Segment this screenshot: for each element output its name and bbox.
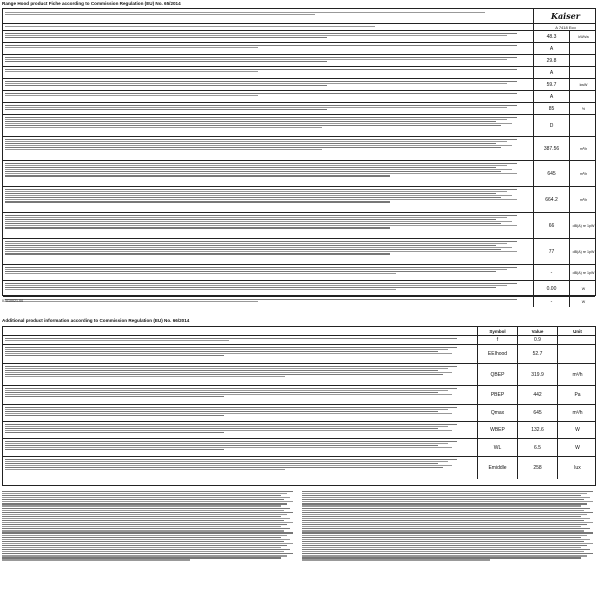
header-unit: Unit xyxy=(557,327,597,335)
fiche-value: 59.7 xyxy=(533,79,569,90)
fiche-row xyxy=(3,186,595,212)
additional-row xyxy=(3,344,595,363)
fiche-value: 645 xyxy=(533,161,569,186)
fiche-value: 66 xyxy=(533,213,569,238)
fiche-unit xyxy=(569,91,597,102)
brand-logo: Kaiser xyxy=(551,11,580,21)
fiche-value: 29.8 xyxy=(533,55,569,66)
symbol-cell: Qmax xyxy=(477,405,517,421)
fiche-row xyxy=(3,280,595,296)
fiche-unit: m³/h xyxy=(569,137,597,160)
value-cell: 52.7 xyxy=(517,345,557,363)
unit-cell: lux xyxy=(557,457,597,479)
additional-row xyxy=(3,385,595,404)
additional-row xyxy=(3,335,595,344)
symbol-cell: PBEP xyxy=(477,386,517,404)
fiche-row xyxy=(3,30,595,42)
fiche-unit: % xyxy=(569,103,597,114)
value-cell: 258 xyxy=(517,457,557,479)
symbol-cell: EEIhood xyxy=(477,345,517,363)
additional-row xyxy=(3,456,595,479)
additional-row xyxy=(3,404,595,421)
fiche-value: D xyxy=(533,115,569,136)
unit-cell xyxy=(557,345,597,363)
fiche-row xyxy=(3,264,595,280)
additional-row xyxy=(3,421,595,438)
fiche-unit: W xyxy=(569,281,597,296)
fiche-unit xyxy=(569,43,597,54)
model-value: A 7418 Eco xyxy=(533,24,597,30)
fiche-value: 85 xyxy=(533,103,569,114)
fiche-row xyxy=(3,66,595,78)
fiche-value: A xyxy=(533,43,569,54)
unit-cell: W xyxy=(557,422,597,438)
fiche-row xyxy=(3,90,595,102)
fiche-value: 0.00 xyxy=(533,281,569,296)
fiche-value: 387.56 xyxy=(533,137,569,160)
notes-column-right xyxy=(302,490,596,598)
fiche-row xyxy=(3,160,595,186)
fiche-value: 77 xyxy=(533,239,569,264)
header-symbol: Symbol xyxy=(477,327,517,335)
model-row xyxy=(3,23,595,30)
fiche-row xyxy=(3,78,595,90)
value-cell: 319.9 xyxy=(517,364,557,385)
fiche-row xyxy=(3,136,595,160)
notes-column-left xyxy=(2,490,296,598)
fiche-unit: kWh/a xyxy=(569,31,597,42)
unit-cell xyxy=(557,336,597,344)
unit-cell: W xyxy=(557,439,597,456)
fiche-title: Range Hood product Fiche according to Commission Regulation (EU) No. 65/2014 xyxy=(2,1,181,6)
fiche-unit: dB(A) re 1pW xyxy=(569,239,597,264)
additional-row xyxy=(3,438,595,456)
document-code: 07010021-00 xyxy=(2,299,24,303)
value-cell: 645 xyxy=(517,405,557,421)
fiche-unit xyxy=(569,115,597,136)
fiche-value: A xyxy=(533,67,569,78)
unit-cell: m³/h xyxy=(557,364,597,385)
fiche-unit: m³/h xyxy=(569,161,597,186)
unit-cell: Pa xyxy=(557,386,597,404)
fiche-row xyxy=(3,212,595,238)
fiche-value: - xyxy=(533,297,569,307)
header-value: Value xyxy=(517,327,557,335)
value-cell: 442 xyxy=(517,386,557,404)
fiche-unit: m³/h xyxy=(569,187,597,212)
fiche-value: 48.3 xyxy=(533,31,569,42)
fiche-row xyxy=(3,296,595,307)
value-cell: 0.9 xyxy=(517,336,557,344)
fiche-unit: dB(A) re 1pW xyxy=(569,213,597,238)
fiche-unit xyxy=(569,55,597,66)
value-cell: 6.5 xyxy=(517,439,557,456)
symbol-cell: f xyxy=(477,336,517,344)
value-cell: 132.6 xyxy=(517,422,557,438)
additional-info-title: Additional product information according to Commission Regulation (EU) No. 66/2014 xyxy=(2,318,190,323)
symbol-cell: QBEP xyxy=(477,364,517,385)
fiche-value: - xyxy=(533,265,569,280)
fiche-value: 664.2 xyxy=(533,187,569,212)
fiche-value: A xyxy=(533,91,569,102)
symbol-cell: Emiddle xyxy=(477,457,517,479)
symbol-cell: WBEP xyxy=(477,422,517,438)
symbol-cell: WL xyxy=(477,439,517,456)
fiche-header xyxy=(3,9,595,23)
fiche-unit: dB(A) re 1pW xyxy=(569,265,597,280)
unit-cell: m³/h xyxy=(557,405,597,421)
fiche-unit xyxy=(569,67,597,78)
fiche-row xyxy=(3,42,595,54)
additional-info-table xyxy=(2,326,596,486)
additional-row xyxy=(3,363,595,385)
fiche-unit: kwW xyxy=(569,79,597,90)
fiche-row xyxy=(3,54,595,66)
fiche-row xyxy=(3,114,595,136)
fiche-row xyxy=(3,238,595,264)
fiche-unit: W xyxy=(569,297,597,307)
fiche-row xyxy=(3,102,595,114)
